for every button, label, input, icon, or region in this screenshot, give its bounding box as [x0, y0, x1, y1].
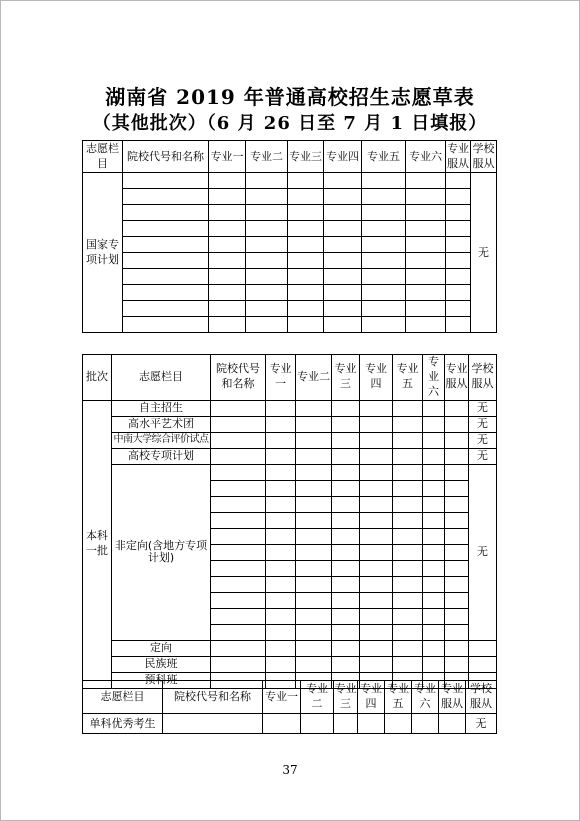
major-cell[interactable] [423, 592, 445, 608]
table-row [83, 448, 497, 464]
major-cell[interactable] [423, 560, 445, 576]
major-cell[interactable] [362, 189, 406, 205]
major-obey-cell[interactable] [446, 269, 471, 285]
table-row [83, 432, 497, 448]
major-cell[interactable] [209, 285, 246, 301]
batch-undergraduate-one: 本科一批 [83, 400, 112, 688]
header-school-code-name: 院校代号和名称 [163, 681, 263, 714]
major-cell[interactable] [266, 528, 296, 544]
major-cell[interactable] [296, 480, 332, 496]
school-cell[interactable] [123, 301, 209, 317]
header-major-6: 专业六 [406, 141, 446, 173]
major-cell[interactable] [358, 714, 385, 734]
header-major-1: 专业一 [263, 681, 301, 714]
major-cell[interactable] [393, 512, 423, 528]
major-cell[interactable] [362, 237, 406, 253]
major-cell[interactable] [332, 480, 360, 496]
major-cell[interactable] [296, 656, 332, 672]
major-cell[interactable] [246, 173, 288, 189]
major-cell[interactable] [324, 253, 362, 269]
header-major-6: 专业六 [423, 355, 445, 401]
major-cell[interactable] [360, 496, 393, 512]
school-obey-value: 无 [469, 400, 497, 416]
page-title: 湖南省 2019 年普通高校招生志愿草表 [105, 85, 475, 109]
major-cell[interactable] [393, 416, 423, 432]
school-cell[interactable] [123, 269, 209, 285]
major-cell[interactable] [423, 432, 445, 448]
major-cell[interactable] [360, 640, 393, 656]
major-cell[interactable] [266, 576, 296, 592]
major-cell[interactable] [393, 400, 423, 416]
header-major-3: 专业三 [332, 355, 360, 401]
school-obey-value: 无 [471, 173, 497, 333]
major-cell[interactable] [423, 496, 445, 512]
major-cell[interactable] [423, 656, 445, 672]
major-cell[interactable] [360, 624, 393, 640]
major-cell[interactable] [296, 416, 332, 432]
major-cell[interactable] [393, 496, 423, 512]
national-special-plan-table [82, 140, 497, 333]
major-obey-cell[interactable] [446, 173, 471, 189]
major-cell[interactable] [296, 400, 332, 416]
table-row [83, 464, 497, 480]
major-obey-cell[interactable] [445, 432, 469, 448]
major-cell[interactable] [406, 269, 446, 285]
major-obey-cell[interactable] [446, 301, 471, 317]
major-cell[interactable] [406, 205, 446, 221]
major-cell[interactable] [246, 285, 288, 301]
major-cell[interactable] [362, 301, 406, 317]
major-cell[interactable] [209, 173, 246, 189]
major-cell[interactable] [423, 464, 445, 480]
major-obey-cell[interactable] [445, 416, 469, 432]
major-cell[interactable] [360, 448, 393, 464]
header-category: 志愿栏目 [83, 681, 163, 714]
major-obey-cell[interactable] [445, 464, 469, 480]
major-cell[interactable] [406, 237, 446, 253]
header-school-obey: 学校服从 [469, 355, 497, 401]
school-cell[interactable] [211, 448, 266, 464]
major-cell[interactable] [324, 285, 362, 301]
category-national-special: 国家专项计划 [83, 173, 123, 333]
header-batch: 批次 [83, 355, 112, 401]
major-cell[interactable] [332, 400, 360, 416]
major-cell[interactable] [209, 253, 246, 269]
major-cell[interactable] [406, 301, 446, 317]
major-cell[interactable] [246, 269, 288, 285]
major-cell[interactable] [288, 173, 324, 189]
major-obey-cell[interactable] [445, 576, 469, 592]
major-cell[interactable] [393, 656, 423, 672]
header-major-obey: 专业服从 [446, 141, 471, 173]
major-cell[interactable] [423, 544, 445, 560]
table-row [83, 237, 497, 253]
major-cell[interactable] [266, 640, 296, 656]
school-cell[interactable] [211, 496, 266, 512]
major-cell[interactable] [362, 221, 406, 237]
school-cell[interactable] [123, 221, 209, 237]
major-cell[interactable] [266, 416, 296, 432]
major-obey-cell[interactable] [439, 714, 466, 734]
major-obey-cell[interactable] [446, 205, 471, 221]
major-cell[interactable] [360, 416, 393, 432]
school-cell[interactable] [123, 189, 209, 205]
major-cell[interactable] [288, 205, 324, 221]
major-cell[interactable] [423, 416, 445, 432]
school-cell[interactable] [163, 714, 263, 734]
header-major-3: 专业三 [334, 681, 358, 714]
major-cell[interactable] [360, 544, 393, 560]
major-cell[interactable] [360, 432, 393, 448]
major-cell[interactable] [362, 269, 406, 285]
header-major-4: 专业四 [324, 141, 362, 173]
school-cell[interactable] [211, 560, 266, 576]
major-obey-cell[interactable] [446, 285, 471, 301]
school-cell[interactable] [123, 205, 209, 221]
major-cell[interactable] [324, 269, 362, 285]
header-category: 志愿栏目 [112, 355, 211, 401]
header-major-1: 专业一 [209, 141, 246, 173]
major-cell[interactable] [406, 189, 446, 205]
major-cell[interactable] [332, 608, 360, 624]
major-cell[interactable] [393, 560, 423, 576]
school-obey-value: 无 [469, 464, 497, 640]
single-subject-excellence-table [82, 680, 497, 734]
row-label-preparatory-class: 预科班 [112, 672, 211, 688]
page-subtitle: （其他批次）（6 月 26 日至 7 月 1 日填报） [92, 113, 488, 134]
header-major-1: 专业一 [266, 355, 296, 401]
major-cell[interactable] [393, 608, 423, 624]
major-cell[interactable] [266, 560, 296, 576]
table-row [83, 269, 497, 285]
major-cell[interactable] [246, 317, 288, 333]
header-major-6: 专业六 [412, 681, 439, 714]
major-cell[interactable] [209, 221, 246, 237]
major-cell[interactable] [332, 624, 360, 640]
major-cell[interactable] [288, 317, 324, 333]
major-cell[interactable] [266, 432, 296, 448]
major-cell[interactable] [423, 624, 445, 640]
school-cell[interactable] [211, 544, 266, 560]
major-cell[interactable] [393, 464, 423, 480]
major-cell[interactable] [296, 640, 332, 656]
major-cell[interactable] [423, 640, 445, 656]
major-cell[interactable] [423, 512, 445, 528]
header-major-5: 专业五 [362, 141, 406, 173]
major-cell[interactable] [296, 528, 332, 544]
major-cell[interactable] [332, 560, 360, 576]
school-cell[interactable] [211, 656, 266, 672]
major-cell[interactable] [296, 560, 332, 576]
table-row [83, 253, 497, 269]
school-cell[interactable] [211, 400, 266, 416]
major-cell[interactable] [296, 448, 332, 464]
header-major-2: 专业二 [246, 141, 288, 173]
header-major-5: 专业五 [393, 355, 423, 401]
major-cell[interactable] [296, 512, 332, 528]
major-cell[interactable] [266, 624, 296, 640]
major-cell[interactable] [209, 189, 246, 205]
major-cell[interactable] [324, 301, 362, 317]
major-cell[interactable] [288, 189, 324, 205]
major-cell[interactable] [246, 221, 288, 237]
major-cell[interactable] [393, 576, 423, 592]
school-cell[interactable] [211, 480, 266, 496]
major-cell[interactable] [406, 317, 446, 333]
major-cell[interactable] [324, 173, 362, 189]
major-cell[interactable] [360, 656, 393, 672]
school-cell[interactable] [211, 512, 266, 528]
table-row [83, 221, 497, 237]
major-obey-cell[interactable] [446, 221, 471, 237]
header-major-2: 专业二 [296, 355, 332, 401]
school-cell[interactable] [123, 317, 209, 333]
major-cell[interactable] [406, 253, 446, 269]
major-cell[interactable] [296, 576, 332, 592]
school-obey-value: 无 [469, 416, 497, 432]
major-obey-cell[interactable] [445, 544, 469, 560]
major-cell[interactable] [393, 624, 423, 640]
header-school-obey: 学校服从 [466, 681, 497, 714]
major-obey-cell[interactable] [446, 189, 471, 205]
table-row [83, 416, 497, 432]
school-cell[interactable] [211, 624, 266, 640]
major-cell[interactable] [246, 189, 288, 205]
major-cell[interactable] [209, 269, 246, 285]
major-obey-cell[interactable] [445, 448, 469, 464]
table-row [83, 173, 497, 189]
major-cell[interactable] [332, 592, 360, 608]
major-cell[interactable] [209, 205, 246, 221]
major-cell[interactable] [324, 221, 362, 237]
row-label-csu-comprehensive: 中南大学综合评价试点 [112, 432, 211, 448]
major-cell[interactable] [246, 205, 288, 221]
major-cell[interactable] [423, 608, 445, 624]
major-cell[interactable] [334, 714, 358, 734]
major-cell[interactable] [360, 464, 393, 480]
major-cell[interactable] [360, 400, 393, 416]
major-cell[interactable] [362, 253, 406, 269]
header-major-obey: 专业服从 [445, 355, 469, 401]
school-cell[interactable] [211, 608, 266, 624]
major-obey-cell[interactable] [445, 592, 469, 608]
major-cell[interactable] [266, 400, 296, 416]
major-cell[interactable] [296, 544, 332, 560]
major-cell[interactable] [332, 544, 360, 560]
table-row [83, 301, 497, 317]
major-cell[interactable] [360, 512, 393, 528]
major-cell[interactable] [332, 448, 360, 464]
major-cell[interactable] [324, 317, 362, 333]
major-obey-cell[interactable] [446, 317, 471, 333]
major-cell[interactable] [332, 416, 360, 432]
major-cell[interactable] [393, 480, 423, 496]
table-row [83, 205, 497, 221]
major-cell[interactable] [266, 448, 296, 464]
header-major-obey: 专业服从 [439, 681, 466, 714]
page-number: 37 [282, 763, 298, 777]
major-cell[interactable] [423, 576, 445, 592]
major-cell[interactable] [360, 560, 393, 576]
major-cell[interactable] [266, 592, 296, 608]
header-category: 志愿栏目 [83, 141, 123, 173]
major-cell[interactable] [332, 528, 360, 544]
table-row [83, 656, 497, 672]
header-school-code-name: 院校代号和名称 [211, 355, 266, 401]
major-cell[interactable] [406, 173, 446, 189]
school-obey-value: 无 [466, 714, 497, 734]
school-cell[interactable] [123, 253, 209, 269]
table-row [83, 285, 497, 301]
major-cell[interactable] [332, 656, 360, 672]
major-cell[interactable] [266, 480, 296, 496]
major-cell[interactable] [393, 544, 423, 560]
major-cell[interactable] [332, 512, 360, 528]
school-cell[interactable] [211, 592, 266, 608]
major-cell[interactable] [362, 285, 406, 301]
major-cell[interactable] [288, 221, 324, 237]
school-obey-value: 无 [469, 432, 497, 448]
major-obey-cell[interactable] [445, 480, 469, 496]
major-cell[interactable] [296, 496, 332, 512]
major-cell[interactable] [385, 714, 412, 734]
major-obey-cell[interactable] [445, 608, 469, 624]
major-cell[interactable] [360, 528, 393, 544]
table-row [83, 640, 497, 656]
major-cell[interactable] [296, 592, 332, 608]
school-cell[interactable] [211, 576, 266, 592]
major-obey-cell[interactable] [445, 624, 469, 640]
school-cell[interactable] [123, 173, 209, 189]
major-obey-cell[interactable] [446, 253, 471, 269]
school-cell[interactable] [211, 432, 266, 448]
major-cell[interactable] [423, 400, 445, 416]
header-major-4: 专业四 [360, 355, 393, 401]
major-cell[interactable] [246, 253, 288, 269]
school-cell[interactable] [211, 416, 266, 432]
major-cell[interactable] [393, 592, 423, 608]
major-cell[interactable] [296, 624, 332, 640]
major-cell[interactable] [393, 432, 423, 448]
major-obey-cell[interactable] [445, 640, 469, 656]
major-cell[interactable] [288, 237, 324, 253]
major-cell[interactable] [266, 656, 296, 672]
school-cell[interactable] [211, 528, 266, 544]
major-cell[interactable] [360, 608, 393, 624]
row-label-single-subject-excellent: 单科优秀考生 [83, 714, 163, 734]
major-obey-cell[interactable] [445, 560, 469, 576]
undergraduate-batch-one-table [82, 354, 497, 689]
major-cell[interactable] [266, 496, 296, 512]
major-cell[interactable] [209, 317, 246, 333]
school-cell[interactable] [123, 237, 209, 253]
major-cell[interactable] [393, 640, 423, 656]
major-cell[interactable] [324, 189, 362, 205]
major-cell[interactable] [360, 592, 393, 608]
header-major-5: 专业五 [385, 681, 412, 714]
major-cell[interactable] [324, 237, 362, 253]
major-cell[interactable] [362, 317, 406, 333]
major-cell[interactable] [393, 528, 423, 544]
major-cell[interactable] [209, 301, 246, 317]
major-cell[interactable] [412, 714, 439, 734]
major-cell[interactable] [209, 237, 246, 253]
row-label-ethnic-class: 民族班 [112, 656, 211, 672]
school-cell[interactable] [211, 640, 266, 656]
major-cell[interactable] [423, 528, 445, 544]
major-cell[interactable] [406, 285, 446, 301]
school-obey-cell[interactable] [469, 640, 497, 656]
major-cell[interactable] [423, 448, 445, 464]
row-label-university-special: 高校专项计划 [112, 448, 211, 464]
major-cell[interactable] [288, 301, 324, 317]
school-obey-value: 无 [469, 448, 497, 464]
major-cell[interactable] [332, 432, 360, 448]
major-obey-cell[interactable] [446, 237, 471, 253]
school-cell[interactable] [123, 285, 209, 301]
major-cell[interactable] [266, 464, 296, 480]
major-obey-cell[interactable] [445, 656, 469, 672]
row-label-non-directed: 非定向(含地方专项计划) [112, 464, 211, 640]
major-cell[interactable] [332, 576, 360, 592]
major-cell[interactable] [362, 173, 406, 189]
header-major-3: 专业三 [288, 141, 324, 173]
major-cell[interactable] [296, 464, 332, 480]
major-cell[interactable] [393, 448, 423, 464]
major-cell[interactable] [406, 221, 446, 237]
header-school-obey: 学校服从 [471, 141, 497, 173]
major-cell[interactable] [288, 269, 324, 285]
header-school-code-name: 院校代号和名称 [123, 141, 209, 173]
major-cell[interactable] [360, 576, 393, 592]
major-cell[interactable] [360, 480, 393, 496]
table-row [83, 714, 497, 734]
major-obey-cell[interactable] [445, 496, 469, 512]
major-cell[interactable] [266, 512, 296, 528]
row-label-directed: 定向 [112, 640, 211, 656]
table-row [83, 189, 497, 205]
major-cell[interactable] [332, 496, 360, 512]
major-obey-cell[interactable] [445, 400, 469, 416]
major-cell[interactable] [288, 253, 324, 269]
header-major-2: 专业二 [301, 681, 334, 714]
major-cell[interactable] [266, 544, 296, 560]
major-cell[interactable] [296, 432, 332, 448]
header-major-4: 专业四 [358, 681, 385, 714]
major-cell[interactable] [362, 205, 406, 221]
table-row [83, 317, 497, 333]
major-obey-cell[interactable] [445, 528, 469, 544]
major-cell[interactable] [288, 285, 324, 301]
row-label-art-troupe: 高水平艺术团 [112, 416, 211, 432]
school-cell[interactable] [211, 464, 266, 480]
major-cell[interactable] [246, 237, 288, 253]
major-cell[interactable] [301, 714, 334, 734]
school-obey-cell[interactable] [469, 656, 497, 672]
major-cell[interactable] [332, 640, 360, 656]
major-cell[interactable] [423, 480, 445, 496]
major-cell[interactable] [324, 205, 362, 221]
table-row [83, 400, 497, 416]
row-label-independent-admission: 自主招生 [112, 400, 211, 416]
major-obey-cell[interactable] [445, 512, 469, 528]
major-cell[interactable] [296, 608, 332, 624]
major-cell[interactable] [246, 301, 288, 317]
major-cell[interactable] [263, 714, 301, 734]
major-cell[interactable] [266, 608, 296, 624]
major-cell[interactable] [332, 464, 360, 480]
